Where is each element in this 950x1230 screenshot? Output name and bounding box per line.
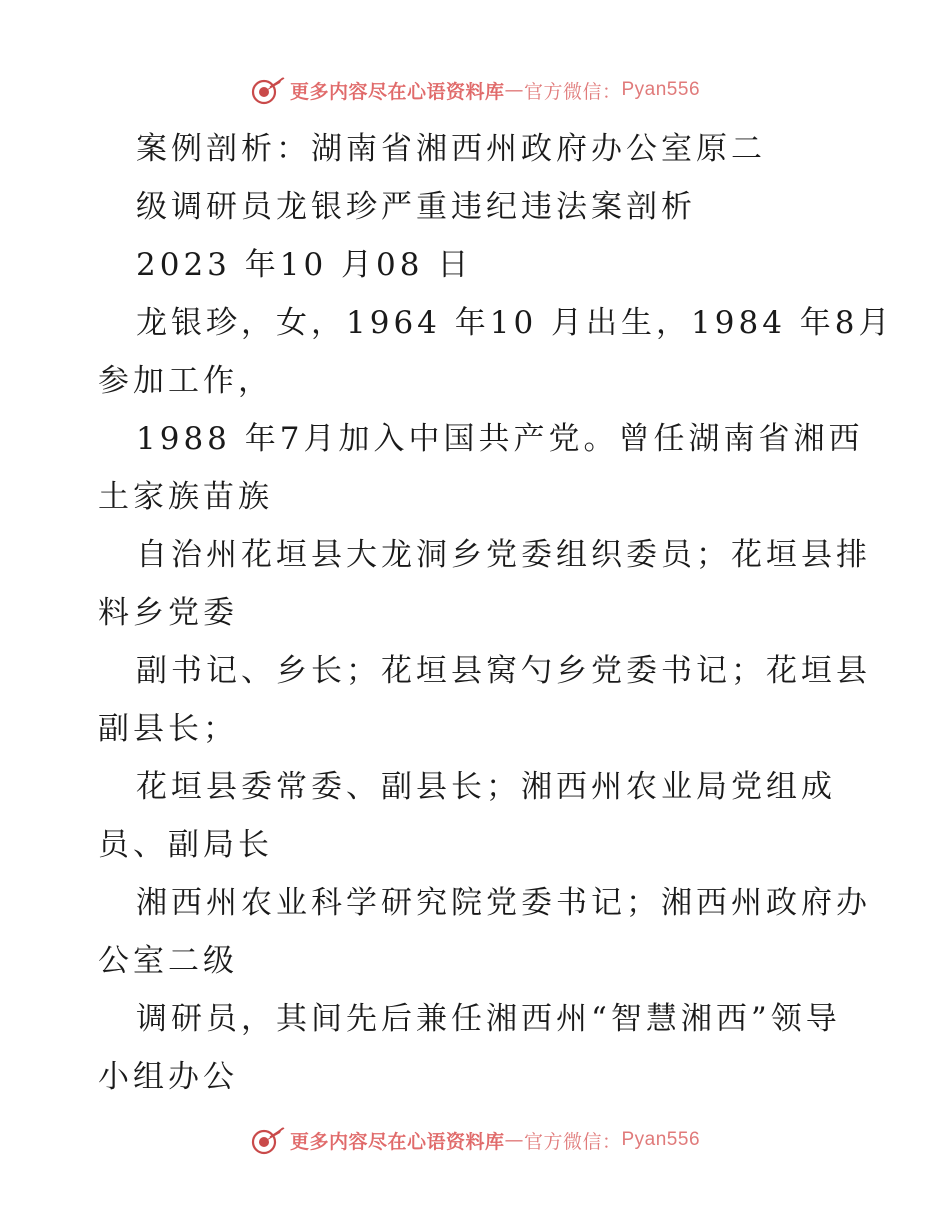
body-line: 员、副局长 xyxy=(98,827,273,863)
body-line: 龙银珍，女，1964 年10 月出生，1984 年8月 xyxy=(136,305,894,341)
body-line: 土家族苗族 xyxy=(98,479,273,515)
body-line: 案例剖析：湖南省湘西州政府办公室原二 xyxy=(136,131,766,167)
body-line: 副县长； xyxy=(98,711,238,747)
body-line: 1988 年7月加入中国共产党。曾任湖南省湘西 xyxy=(136,421,864,457)
footer-banner xyxy=(0,1120,950,1160)
banner-separator: — xyxy=(504,79,524,101)
body-line: 花垣县委常委、副县长；湘西州农业局党组成 xyxy=(136,769,836,805)
pen-logo-icon xyxy=(250,74,286,106)
body-line: 料乡党委 xyxy=(98,595,238,631)
body-line: 小组办公 xyxy=(98,1059,238,1095)
pen-logo-icon xyxy=(250,1124,286,1156)
body-line: 参加工作， xyxy=(98,363,273,399)
body-line: 湘西州农业科学研究院党委书记；湘西州政府办 xyxy=(136,885,871,921)
banner-separator: — xyxy=(504,1129,524,1151)
header-banner xyxy=(0,70,950,110)
banner-subtitle: 官方微信： xyxy=(523,80,622,103)
body-line: 副书记、乡长；花垣县窝勺乡党委书记；花垣县 xyxy=(136,653,871,689)
body-line: 公室二级 xyxy=(98,943,238,979)
banner-wechat-id: Pyan556 xyxy=(621,1129,701,1150)
banner-title: 更多内容尽在心语资料库 xyxy=(289,1130,505,1153)
banner-subtitle: 官方微信： xyxy=(523,1130,622,1153)
body-line: 自治州花垣县大龙洞乡党委组织委员；花垣县排 xyxy=(136,537,871,573)
banner-title: 更多内容尽在心语资料库 xyxy=(289,80,505,103)
document-body xyxy=(98,120,894,1106)
banner-wechat-id: Pyan556 xyxy=(621,79,701,100)
body-line: 调研员，其间先后兼任湘西州“智慧湘西”领导 xyxy=(136,1001,841,1037)
body-line: 级调研员龙银珍严重违纪违法案剖析 xyxy=(136,189,696,225)
body-line: 2023 年10 月08 日 xyxy=(136,247,473,283)
